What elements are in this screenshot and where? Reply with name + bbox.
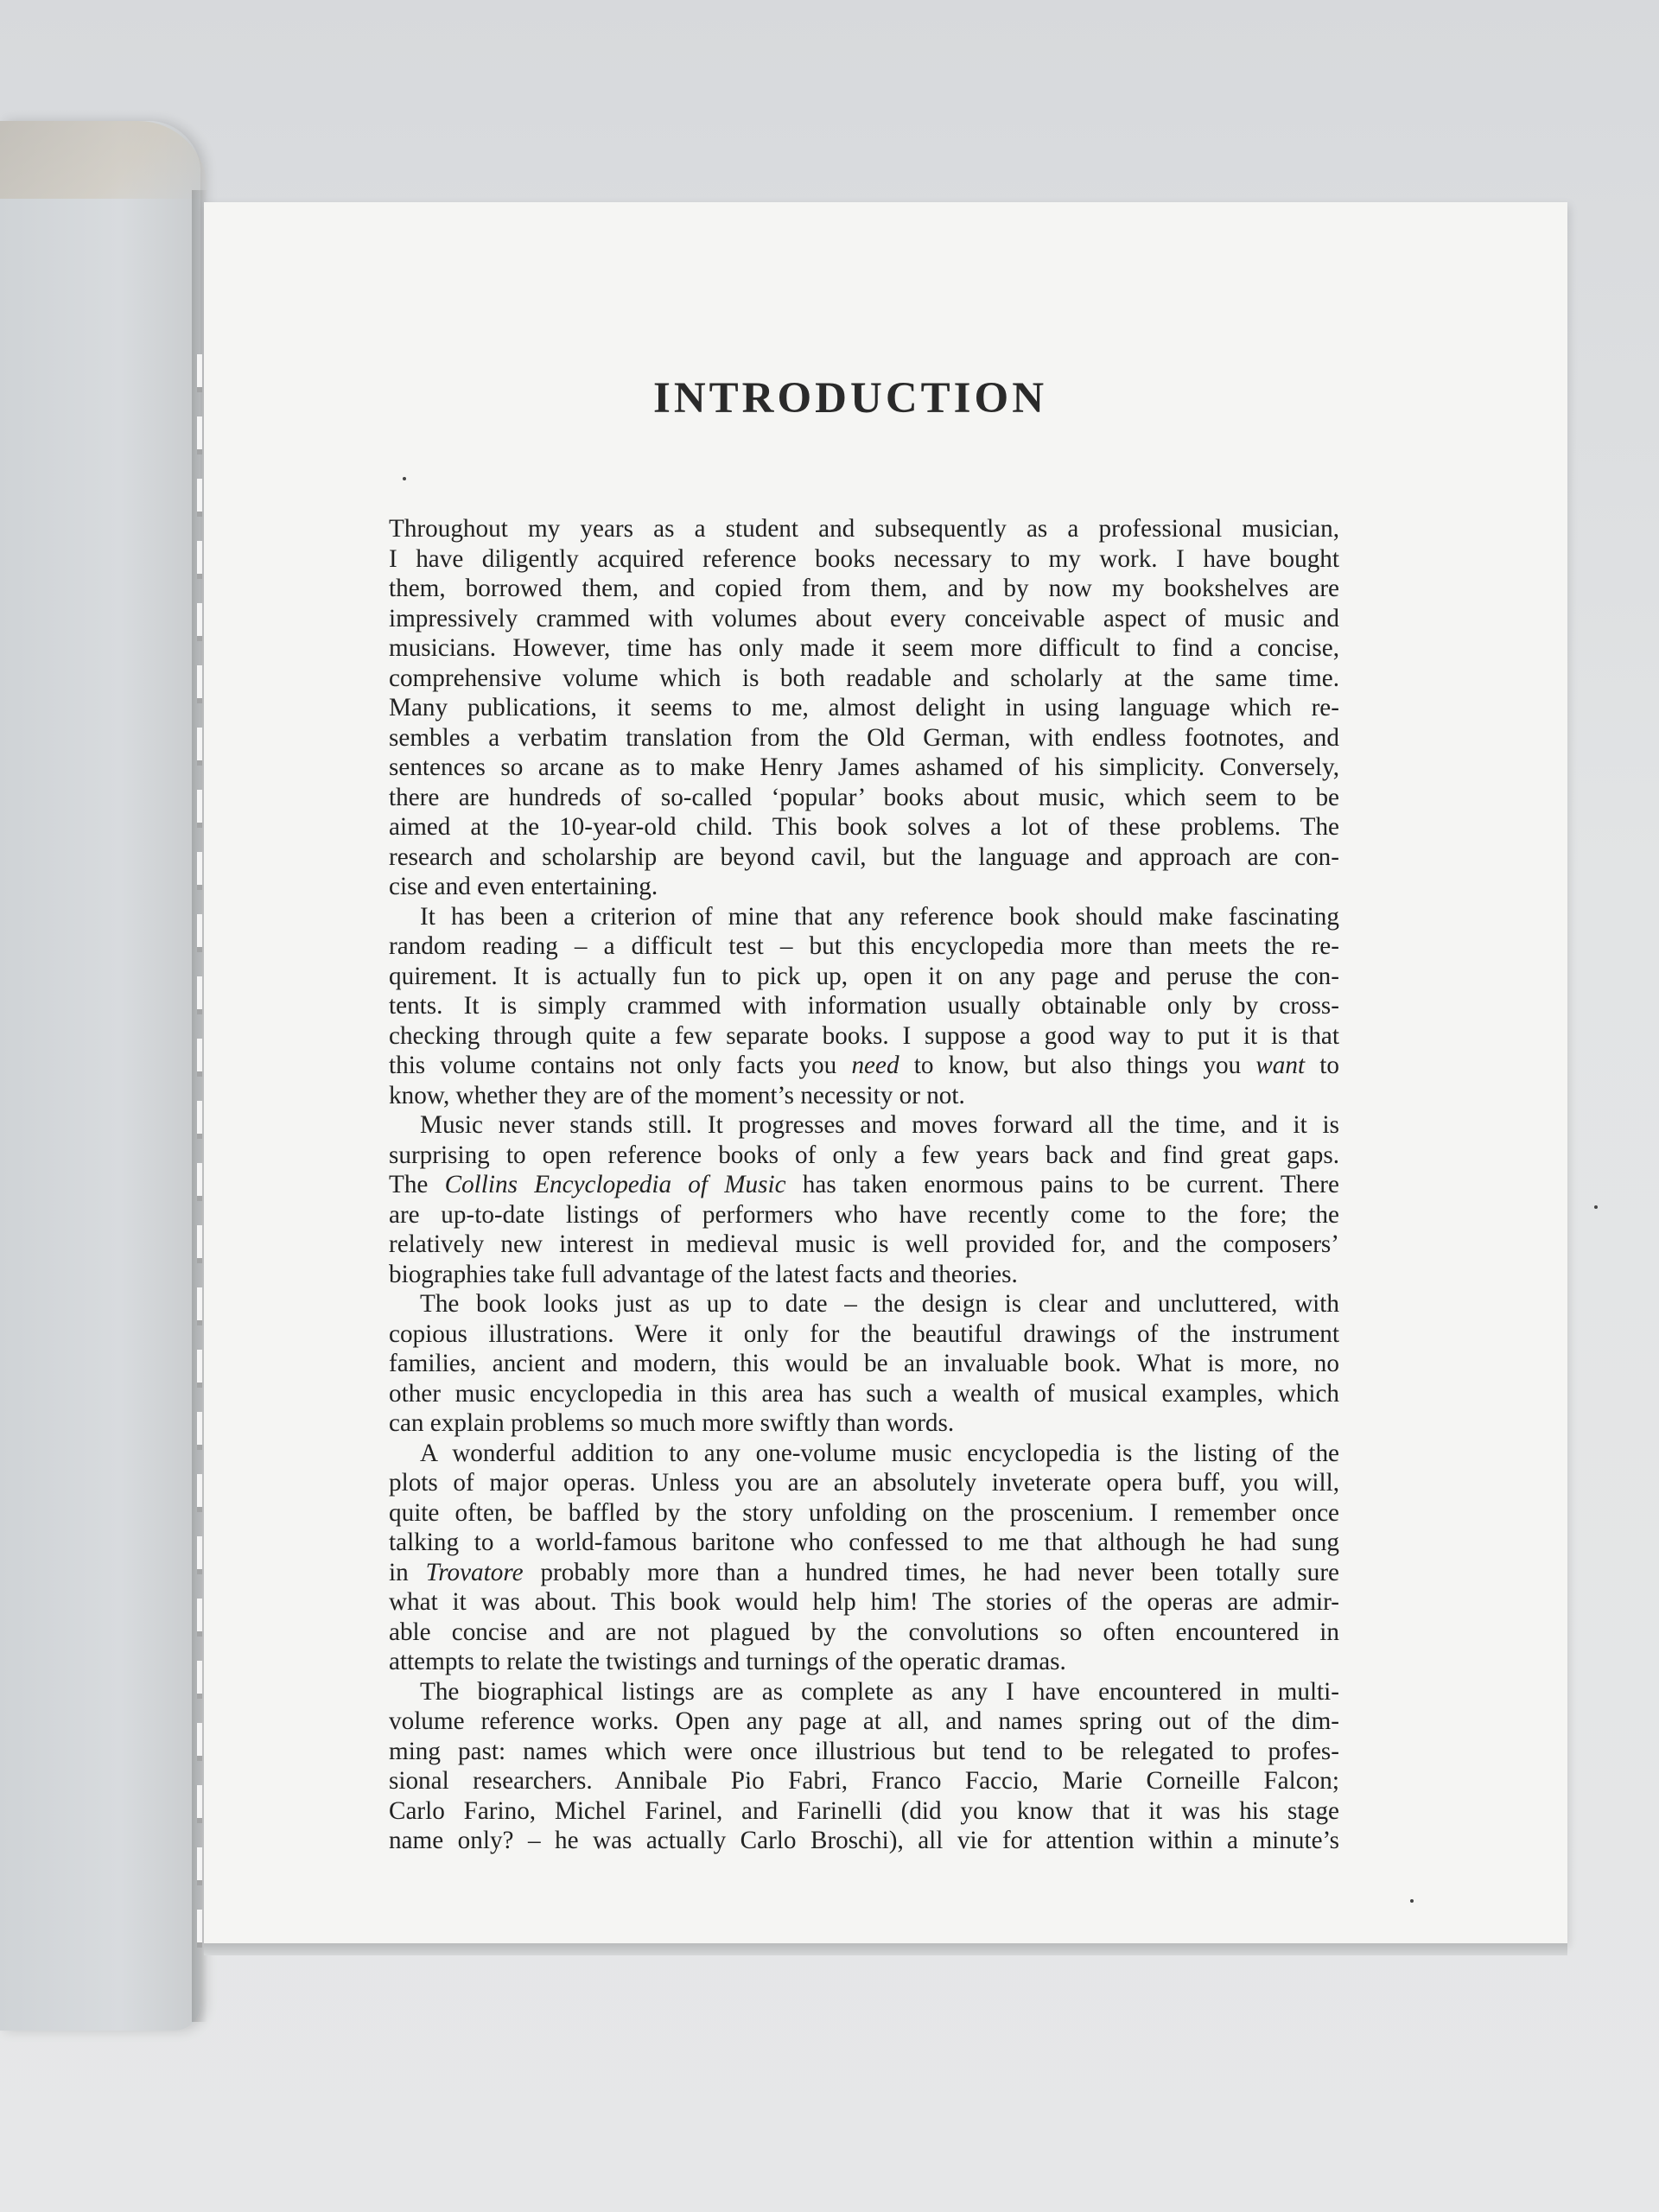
text-line: copious illustrations. Were it only for the beautiful drawings of the instrument: [389, 1319, 1339, 1348]
text-line: other music encyclopedia in this area has such a wealth of musical examples, which: [389, 1379, 1339, 1408]
text-line: tents. It is simply crammed with information usually obtainable only by cross-: [389, 992, 1339, 1020]
introduction-text: [389, 514, 1339, 1856]
text-line: families, ancient and modern, this would be an invaluable book. What is more, no: [389, 1350, 1339, 1377]
page-bottom-edge: [204, 1943, 1567, 1955]
text-line: sional researchers. Annibale Pio Fabri, Franco Faccio, Marie Corneille Falcon;: [389, 1767, 1339, 1795]
text-line: cise and even entertaining.: [389, 873, 658, 900]
text-line: attempts to relate the twistings and turnings of the operatic dramas.: [389, 1648, 1066, 1675]
text-line: name only? – he was actually Carlo Broschi), all vie for attention within a minute’s: [389, 1827, 1339, 1854]
page-speck: [1594, 1205, 1598, 1209]
text-line: volume reference works. Open any page at all, and names spring out of the dim-: [389, 1707, 1339, 1735]
text-line: sentences so arcane as to make Henry James ashamed of his simplicity. Conversely,: [389, 753, 1339, 781]
text-line: Throughout my years as a student and subsequently as a professional musician,: [389, 515, 1339, 543]
paragraph-first-line: The biographical listings are as complete as any I have encountered in multi-: [420, 1677, 1339, 1706]
paragraph-first-line: Music never stands still. It progresses and moves forward all the time, and it is: [420, 1111, 1339, 1139]
text-line: ming past: names which were once illustrious but tend to be relegated to profes-: [389, 1737, 1339, 1765]
text-line: surprising to open reference books of only a few years back and find great gaps.: [389, 1141, 1339, 1169]
text-line: there are hundreds of so-called ‘popular’ books about music, which seem to be: [389, 783, 1339, 811]
spine-stitching: [197, 354, 202, 1961]
text-line: sembles a verbatim translation from the Old German, with endless footnotes, and: [389, 723, 1339, 752]
text-line: Many publications, it seems to me, almost delight in using language which re-: [389, 694, 1339, 721]
text-line: musicians. However, time has only made it seem more difficult to find a concise,: [389, 634, 1339, 662]
page-speck: [1410, 1899, 1414, 1903]
text-line: can explain problems so much more swiftly than words.: [389, 1409, 955, 1437]
text-line: aimed at the 10-year-old child. This book solves a lot of these problems. The: [389, 813, 1339, 841]
text-line: quite often, be baffled by the story unfolding on the proscenium. I remember once: [389, 1498, 1339, 1527]
text-line: are up-to-date listings of performers who have recently come to the fore; the: [389, 1200, 1339, 1229]
text-line: relatively new interest in medieval music is well provided for, and the composers’: [389, 1230, 1339, 1258]
page-title: INTRODUCTION: [652, 374, 1048, 423]
paragraph-first-line: A wonderful addition to any one-volume music encyclopedia is the listing of the: [420, 1439, 1339, 1467]
text-line: in Trovatore probably more than a hundred times, he had never been totally sure: [389, 1558, 1340, 1586]
text-line: quirement. It is actually fun to pick up, open it on any page and peruse the con-: [389, 962, 1339, 990]
text-line: plots of major operas. Unless you are an absolutely inveterate opera buff, you will,: [389, 1469, 1339, 1497]
text-line: impressively crammed with volumes about every conceivable aspect of music and: [389, 604, 1339, 632]
text-line: this volume contains not only facts you need to know, but also things you want to: [389, 1052, 1340, 1079]
text-line: what it was about. This book would help him! The stories of the operas are admir-: [389, 1588, 1339, 1616]
text-line: talking to a world-famous baritone who confessed to me that although he had sung: [389, 1529, 1339, 1556]
book-cover-edge: [0, 121, 207, 199]
text-line: research and scholarship are beyond cavil, but the language and approach are con-: [389, 842, 1339, 871]
text-line: know, whether they are of the moment’s necessity or not.: [389, 1081, 965, 1109]
text-line: them, borrowed them, and copied from them, and by now my bookshelves are: [389, 575, 1339, 602]
paragraph-first-line: It has been a criterion of mine that any reference book should make fascinating: [420, 902, 1339, 931]
text-line: random reading – a difficult test – but this encyclopedia more than meets the re-: [389, 932, 1339, 960]
text-line: able concise and are not plagued by the convolutions so often encountered in: [389, 1618, 1339, 1646]
text-line: comprehensive volume which is both readable and scholarly at the same time.: [389, 664, 1339, 692]
text-line: checking through quite a few separate books. I suppose a good way to put it is that: [389, 1021, 1339, 1050]
text-line: biographies take full advantage of the latest facts and theories.: [389, 1260, 1018, 1288]
text-line: The Collins Encyclopedia of Music has taken enormous pains to be current. There: [389, 1171, 1339, 1198]
text-line: Carlo Farino, Michel Farinel, and Farinelli (did you know that it was his stage: [389, 1796, 1339, 1825]
text-line: I have diligently acquired reference books necessary to my work. I have bought: [389, 544, 1339, 573]
paragraph-first-line: The book looks just as up to date – the design is clear and uncluttered, with: [420, 1290, 1339, 1318]
page-speck: [403, 477, 406, 480]
